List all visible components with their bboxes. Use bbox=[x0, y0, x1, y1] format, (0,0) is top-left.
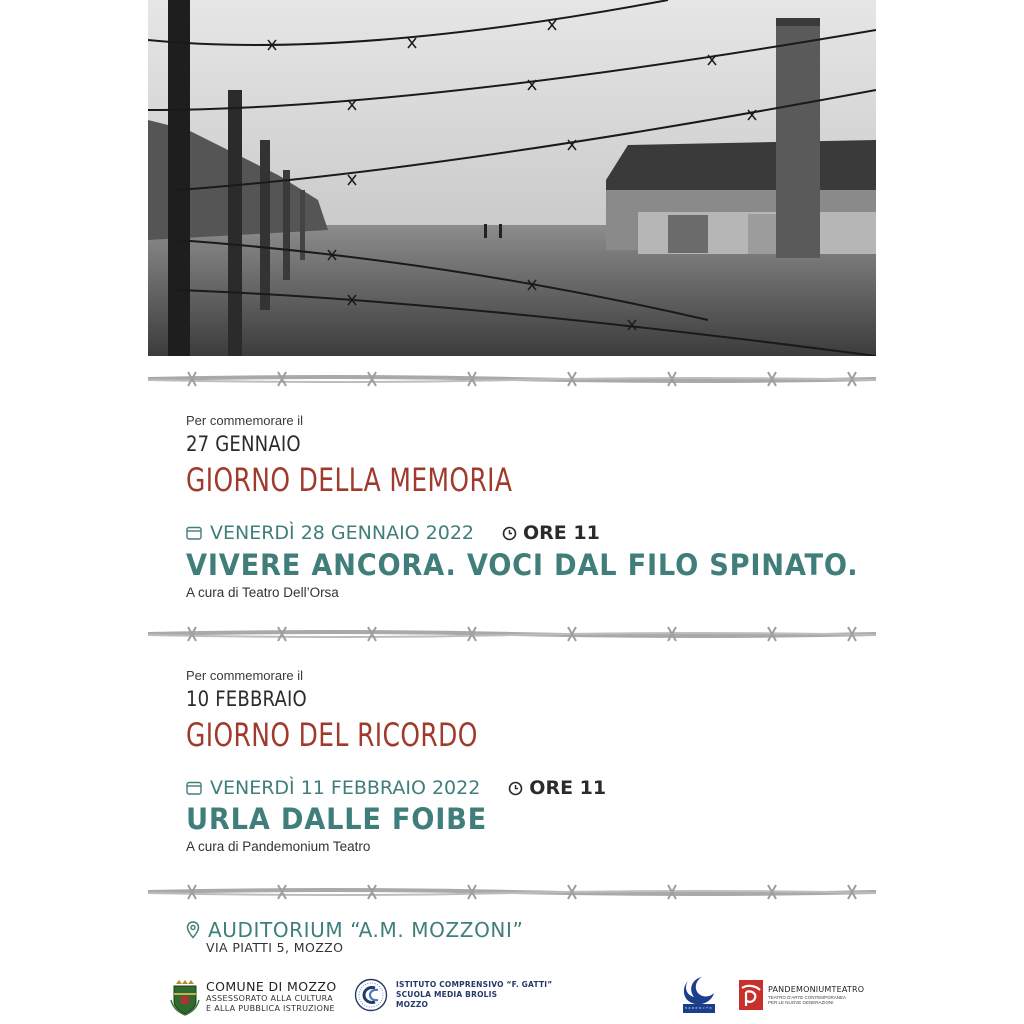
pandemonium-teatro-logo bbox=[738, 978, 864, 1012]
event2-event-date: VENERDÌ 11 FEBBRAIO 2022 bbox=[210, 777, 481, 799]
calendar-icon bbox=[186, 526, 202, 540]
clock-icon bbox=[508, 781, 523, 796]
barbed-wire-divider bbox=[148, 881, 876, 903]
event1-event-date: VENERDÌ 28 GENNAIO 2022 bbox=[210, 522, 475, 544]
comune-name: COMUNE DI MOZZO bbox=[206, 979, 337, 994]
event2-schedule bbox=[186, 777, 606, 799]
event2-curator: A cura di Pandemonium Teatro bbox=[186, 839, 371, 854]
comune-sub-1: ASSESSORATO ALLA CULTURA bbox=[206, 994, 333, 1003]
calendar-icon bbox=[186, 781, 202, 795]
header-photo bbox=[148, 0, 876, 356]
barbed-wire-camp-photo bbox=[148, 0, 876, 356]
school-emblem-icon bbox=[354, 978, 388, 1012]
school-line-2: SCUOLA MEDIA BROLIS bbox=[396, 990, 498, 999]
school-line-1: ISTITUTO COMPRENSIVO “F. GATTI” bbox=[396, 980, 553, 989]
barbed-wire-icon bbox=[148, 623, 876, 645]
event1-intro: Per commemorare il bbox=[186, 413, 304, 428]
pandemonium-tag-1: TEATRO D'ARTE CONTEMPORANEA bbox=[768, 994, 846, 1000]
barbed-wire-icon bbox=[148, 368, 876, 390]
event2-event-time: ORE 11 bbox=[529, 777, 607, 799]
event1-day-title: GIORNO DELLA MEMORIA bbox=[186, 461, 513, 499]
teatro-dell-orsa-logo bbox=[680, 975, 718, 1015]
barbed-wire-icon bbox=[148, 881, 876, 903]
event2-show-title: URLA DALLE FOIBE bbox=[186, 802, 488, 836]
teatro-orsa-label: Teatro Dell'Orsa bbox=[682, 1007, 716, 1012]
location-pin-icon bbox=[186, 921, 200, 939]
venue bbox=[186, 918, 523, 942]
school-logo bbox=[354, 978, 552, 1012]
comune-di-mozzo-logo bbox=[170, 978, 337, 1016]
comune-sub-2: E ALLA PUBBLICA ISTRUZIONE bbox=[206, 1004, 335, 1013]
venue-name: AUDITORIUM “A.M. MOZZONI” bbox=[208, 918, 524, 942]
event1-curator: A cura di Teatro Dell’Orsa bbox=[186, 585, 339, 600]
event1-date: 27 GENNAIO bbox=[186, 432, 301, 456]
venue-address: VIA PIATTI 5, MOZZO bbox=[206, 940, 344, 955]
event2-date: 10 FEBBRAIO bbox=[186, 687, 307, 711]
event1-show-title: VIVERE ANCORA. VOCI DAL FILO SPINATO. bbox=[186, 548, 859, 582]
pandemonium-mark-icon bbox=[738, 978, 764, 1012]
pandemonium-tag-2: PER LE NUOVE GENERAZIONI bbox=[768, 1000, 834, 1005]
event1-event-time: ORE 11 bbox=[523, 522, 600, 544]
event2-intro: Per commemorare il bbox=[186, 668, 304, 683]
town-crest-icon bbox=[170, 978, 200, 1016]
barbed-wire-divider bbox=[148, 368, 876, 390]
pandemonium-name: PANDEMONIUMTEATRO bbox=[768, 984, 865, 994]
clock-icon bbox=[502, 526, 517, 541]
barbed-wire-divider bbox=[148, 623, 876, 645]
event2-day-title: GIORNO DEL RICORDO bbox=[186, 716, 478, 754]
event1-schedule bbox=[186, 522, 600, 544]
school-line-3: MOZZO bbox=[396, 1000, 429, 1009]
